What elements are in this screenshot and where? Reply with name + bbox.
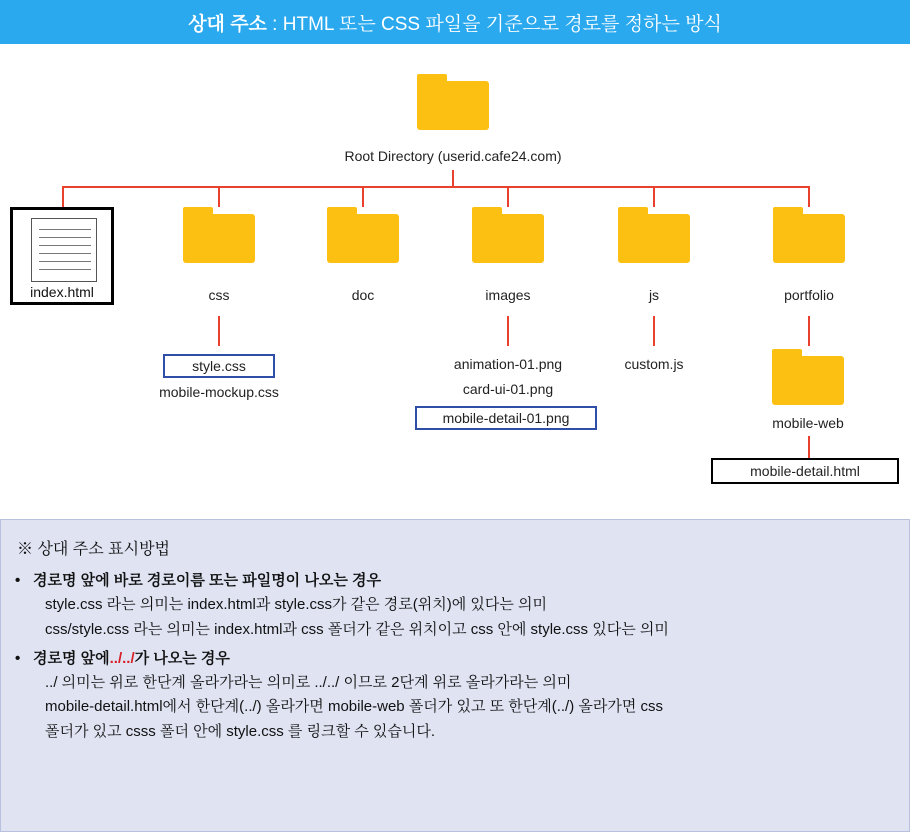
notes-panel <box>0 519 910 832</box>
connector-css-children <box>218 316 220 346</box>
note-head-2-text: 경로명 앞에 <box>33 649 110 667</box>
file-custom-js: custom.js <box>624 356 684 372</box>
bullet-icon: • <box>15 572 21 589</box>
file-style-css: style.css <box>163 354 275 378</box>
file-mobile-mockup-css: mobile-mockup.css <box>159 384 279 400</box>
folder-mobile-web-label: mobile-web <box>772 415 844 431</box>
header-bar <box>0 0 910 44</box>
connector-js-children <box>653 316 655 346</box>
folder-body <box>772 356 844 405</box>
page-title-rest: : HTML 또는 CSS 파일을 기준으로 경로를 정하는 방식 <box>266 13 722 35</box>
folder-body <box>773 214 845 263</box>
folder-body <box>327 214 399 263</box>
connector-images-children <box>507 316 509 346</box>
note-line-1-2: css/style.css 라는 의미는 index.html과 css 폴더가 같은 위치이고 css 안에 style.css 있다는 의미 <box>45 620 669 638</box>
bullet-icon: • <box>15 649 21 667</box>
root-folder-icon <box>417 74 489 130</box>
root-directory-label: Root Directory (userid.cafe24.com) <box>344 148 562 164</box>
folder-css-icon <box>183 207 255 263</box>
page-title-bold: 상대 주소 <box>188 13 267 35</box>
note-head-2 <box>15 647 895 668</box>
folder-doc-label: doc <box>351 287 375 303</box>
connector-drop-js <box>653 186 655 207</box>
note-head-1-text: 경로명 앞에 바로 경로이름 또는 파일명이 나오는 경우 <box>33 572 381 589</box>
folder-body <box>417 81 489 130</box>
connector-drop-images <box>507 186 509 207</box>
folder-images-label: images <box>485 287 531 303</box>
notes-title: ※ 상대 주소 표시방법 <box>17 541 170 558</box>
note-head-2-tail: 가 나오는 경우 <box>134 649 230 667</box>
note-line-2-3: 폴더가 있고 csss 폴더 안에 style.css 를 링크할 수 있습니다. <box>45 723 436 740</box>
connector-drop-doc <box>362 186 364 207</box>
file-card-ui-01-png: card-ui-01.png <box>462 381 554 397</box>
index-html-label: index.html <box>30 284 94 300</box>
note-group-1 <box>15 569 895 641</box>
note-line-1-1: style.css 라는 의미는 index.html과 style.css가 같은 경로(위치)에 있다는 의미 <box>45 596 548 613</box>
folder-body <box>183 214 255 263</box>
connector-mobile-web-child <box>808 436 810 458</box>
index-html-node <box>10 207 114 305</box>
folder-js-label: js <box>648 287 660 303</box>
connector-drop-css <box>218 186 220 207</box>
folder-mobile-web-icon <box>772 349 844 405</box>
connector-bus <box>62 186 809 188</box>
note-group-2 <box>15 647 895 743</box>
folder-js-icon <box>618 207 690 263</box>
file-mobile-detail-html: mobile-detail.html <box>711 458 899 484</box>
connector-drop-portfolio <box>808 186 810 207</box>
connector-drop-index <box>62 186 64 207</box>
html-page-icon <box>31 218 97 282</box>
file-animation-01-png: animation-01.png <box>453 356 563 372</box>
note-line-2-1: ../ 의미는 위로 한단계 올라가라는 의미로 ../../ 이므로 2단계 위로 올라가라는 의미 <box>45 673 572 691</box>
folder-portfolio-label: portfolio <box>784 287 834 303</box>
note-head-2-highlight: ../../ <box>109 649 135 667</box>
folder-images-icon <box>472 207 544 263</box>
folder-doc-icon <box>327 207 399 263</box>
directory-tree-diagram <box>0 44 910 514</box>
connector-portfolio-children <box>808 316 810 346</box>
page-title <box>188 9 722 36</box>
folder-body <box>472 214 544 263</box>
note-line-2-2: mobile-detail.html에서 한단계(../) 올라가면 mobile-web 폴더가 있고 또 한단계(../) 올라가면 css <box>45 698 664 716</box>
folder-portfolio-icon <box>773 207 845 263</box>
folder-css-label: css <box>208 287 230 303</box>
folder-body <box>618 214 690 263</box>
connector-root-trunk <box>452 170 454 187</box>
file-mobile-detail-01-png: mobile-detail-01.png <box>415 406 597 430</box>
note-head-1 <box>15 569 895 590</box>
